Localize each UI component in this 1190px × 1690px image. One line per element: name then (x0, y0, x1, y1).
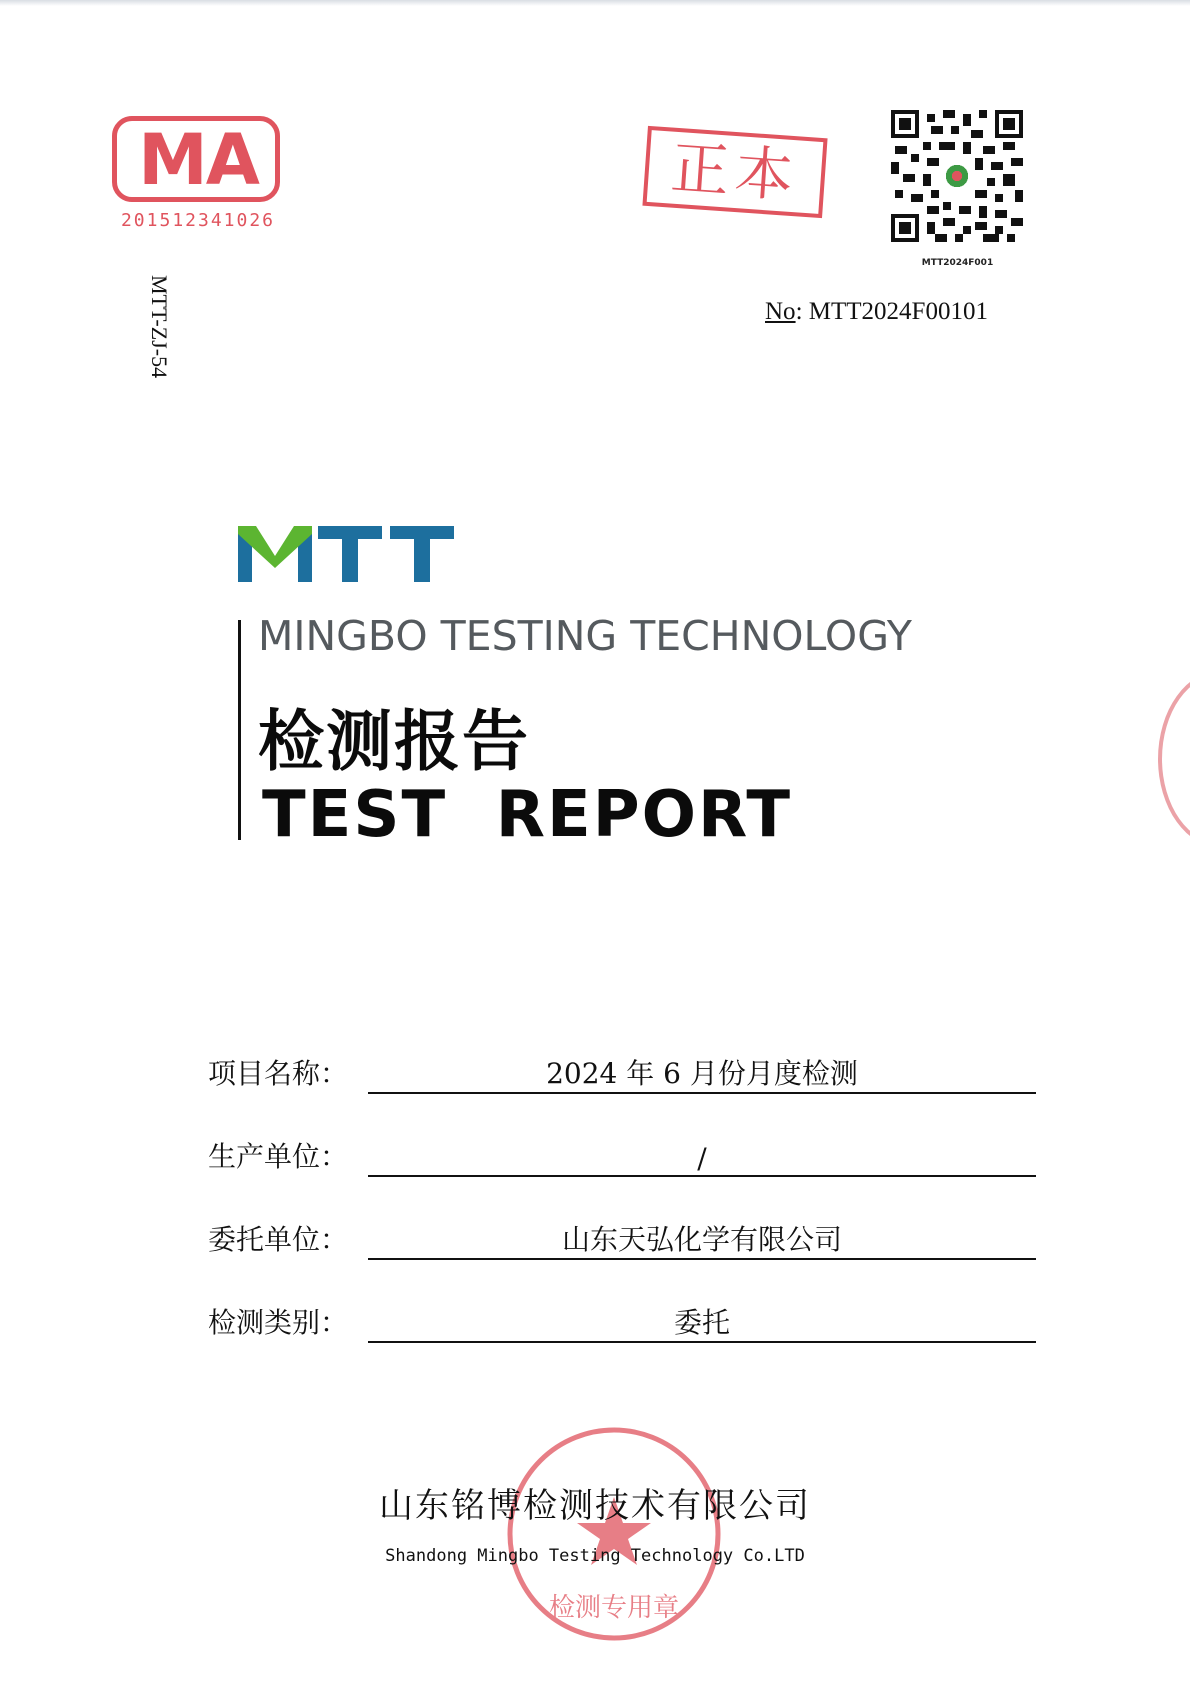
field-label: 项目名称： (208, 1057, 349, 1090)
field-label: 委托单位： (208, 1223, 349, 1256)
field-label: 生产单位： (208, 1140, 349, 1173)
seal-text: 检测专用章 (548, 1593, 679, 1623)
field-test-category (208, 1299, 1036, 1349)
field-underline (368, 1258, 1036, 1260)
report-title-english: TEST REPORT (262, 778, 793, 852)
cma-stamp-letters: MA (138, 119, 258, 201)
scan-edge (0, 0, 1190, 6)
field-value: 委托 (673, 1306, 730, 1339)
company-name-english: Shandong Mingbo Testing Technology Co.LTD (385, 1546, 805, 1566)
official-seal (505, 1425, 723, 1643)
company-name-chinese: 山东铭博检测技术有限公司 (379, 1486, 811, 1526)
report-number-label: No (765, 298, 796, 325)
company-name-english-upper: MINGBO TESTING TECHNOLOGY (258, 612, 912, 660)
field-underline (368, 1092, 1036, 1094)
field-client (208, 1216, 1036, 1266)
brand-divider (238, 620, 241, 840)
field-underline (368, 1341, 1036, 1343)
qr-code (891, 110, 1023, 242)
field-project-name (208, 1050, 1036, 1100)
field-value: 山东天弘化学有限公司 (561, 1223, 842, 1256)
original-copy-stamp: 正本 (642, 126, 827, 218)
field-manufacturer (208, 1133, 1036, 1183)
qr-code-icon (891, 110, 1023, 242)
report-title-chinese: 检测报告 (258, 703, 530, 780)
qr-caption: MTT2024F001 (921, 258, 994, 268)
field-value: / (697, 1142, 707, 1175)
cma-certificate-number: 201512341026 (120, 210, 276, 231)
mtt-logo-icon (238, 526, 458, 582)
report-number: MTT2024F00101 (808, 298, 988, 325)
document-code: MTT-ZJ-54 (147, 275, 172, 379)
report-number-line (765, 298, 988, 326)
edge-seal-fragment (1158, 670, 1190, 848)
mtt-logo (238, 526, 458, 582)
field-underline (368, 1175, 1036, 1177)
cma-stamp (108, 112, 288, 240)
report-number-separator: : (795, 298, 803, 325)
field-value: 2024 年 6 月份月度检测 (546, 1057, 858, 1090)
field-label: 检测类别： (208, 1306, 349, 1339)
